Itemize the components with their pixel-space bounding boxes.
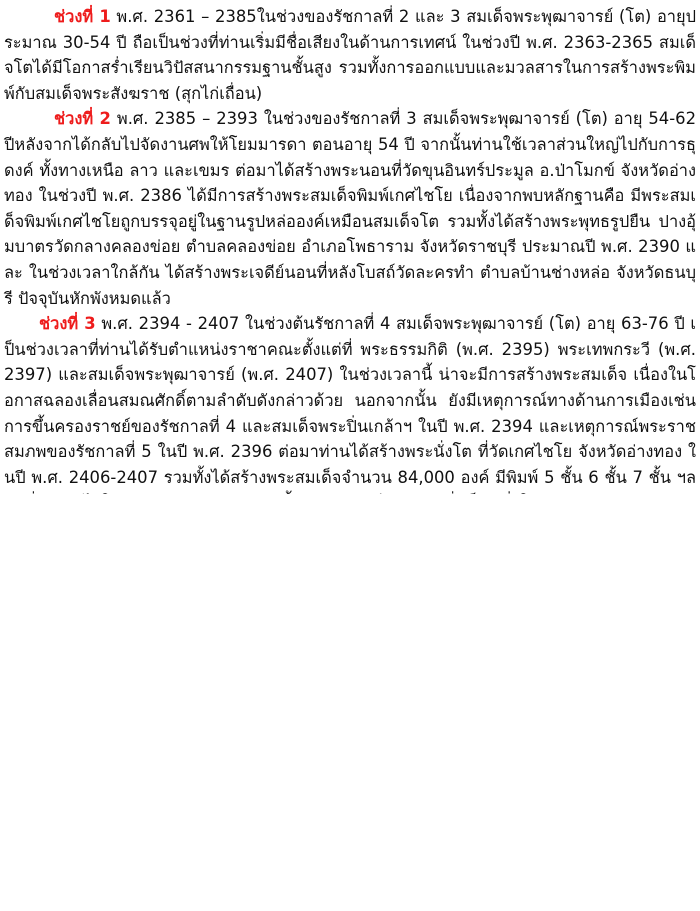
period-1-body: พ.ศ. 2361 – 2385ในช่วงของรัชกาลที่ 2 และ 3 สมเด็จพระพุฒาจารย์ (โต) อายุประมาณ 30-54 ปี ถือเป็นช่วงที่ท่านเริ่มมีชื่อเสียงในด้านการเทศน์ ในช่วงปี พ.ศ. 2363-2365 สมเด็จโตได้มีโอกาสร่ำเรียนวิปัสสนากรรมฐานชั้นสูง รวมทั้งการออกแบบและมวลสารในการสร้างพระพิมพ์กับสมเด็จพระสังฆราช (สุกไก่เถื่อน)	[4, 7, 696, 103]
document-text-block	[4, 4, 696, 494]
period-2-body: พ.ศ. 2385 – 2393 ในช่วงของรัชกาลที่ 3 สมเด็จพระพุฒาจารย์ (โต) อายุ 54-62 ปีหลังจากได้กลับไปจัดงานศพให้โยมมารดา ตอนอายุ 54 ปี จากนั้นท่านใช้เวลาส่วนใหญ่ไปกับการธุดงค์ ทั้งทางเหนือ ลาว และเขมร ต่อมาได้สร้างพระนอนที่วัดขุนอินทร์ประมูล อ.ป่าโมกข์ จังหวัดอ่างทอง ในช่วงปี พ.ศ. 2386 ได้มีการสร้างพระสมเด็จพิมพ์เกศไชโย เนื่องจากพบหลักฐานคือ มีพระสมเด็จพิมพ์เกศไชโยถูกบรรจุอยู่ในฐานรูปหล่อองค์เหมือนสมเด็จโต รวมทั้งได้สร้างพระพุทธรูปยืน ปางอุ้มบาตรวัดกลางคลองข่อย ตำบลคลองข่อย อำเภอโพธาราม จังหวัดราชบุรี ประมาณปี พ.ศ. 2390 และ ในช่วงเวลาใกล้กัน ได้สร้างพระเจดีย์นอนที่หลังโบสถ์วัดละครทำ ตำบลบ้านช่างหล่อ จังหวัดธนบุรี ปัจจุบันหักพังหมดแล้ว	[4, 109, 697, 308]
blank-page-area	[0, 494, 700, 911]
paragraph-period-1	[4, 4, 696, 106]
period-3-body: พ.ศ. 2394 - 2407 ในช่วงต้นรัชกาลที่ 4 สมเด็จพระพุฒาจารย์ (โต) อายุ 63-76 ปี เป็นช่วงเวลาที่ท่านได้รับตำแหน่งราชาคณะตั้งแต่ที่ พระธรรมกิติ (พ.ศ. 2395) พระเทพกระวี (พ.ศ. 2397) และสมเด็จพระพุฒาจารย์ (พ.ศ. 2407) ในช่วงเวลานี้ น่าจะมีการสร้างพระสมเด็จ เนื่องในโอกาสฉลองเลื่อนสมณศักดิ์ตามลำดับดังกล่าวด้วย นอกจากนั้น ยังมีเหตุการณ์ทางด้านการเมืองเช่น การขึ้นครองราชย์ของรัชกาลที่ 4 และสมเด็จพระปิ่นเกล้าฯ ในปี พ.ศ. 2394 และเหตุการณ์พระราชสมภพของรัชกาลที่ 5 ในปี พ.ศ. 2396 ต่อมาท่านได้สร้างพระนั่งโต ที่วัดเกศไชโย จังหวัดอ่างทอง ในปี พ.ศ. 2406-2407 รวมทั้งได้สร้างพระสมเด็จจำนวน 84,000 องค์ มีพิมพ์ 5 ชั้น 6 ชั้น 7 ชั้น ฯล	[4, 314, 696, 487]
period-3-heading: ช่วงที่ 3	[39, 314, 96, 334]
paragraph-period-2	[4, 106, 696, 311]
period-2-heading: ช่วงที่ 2	[54, 109, 111, 129]
period-1-heading: ช่วงที่ 1	[54, 7, 111, 26]
